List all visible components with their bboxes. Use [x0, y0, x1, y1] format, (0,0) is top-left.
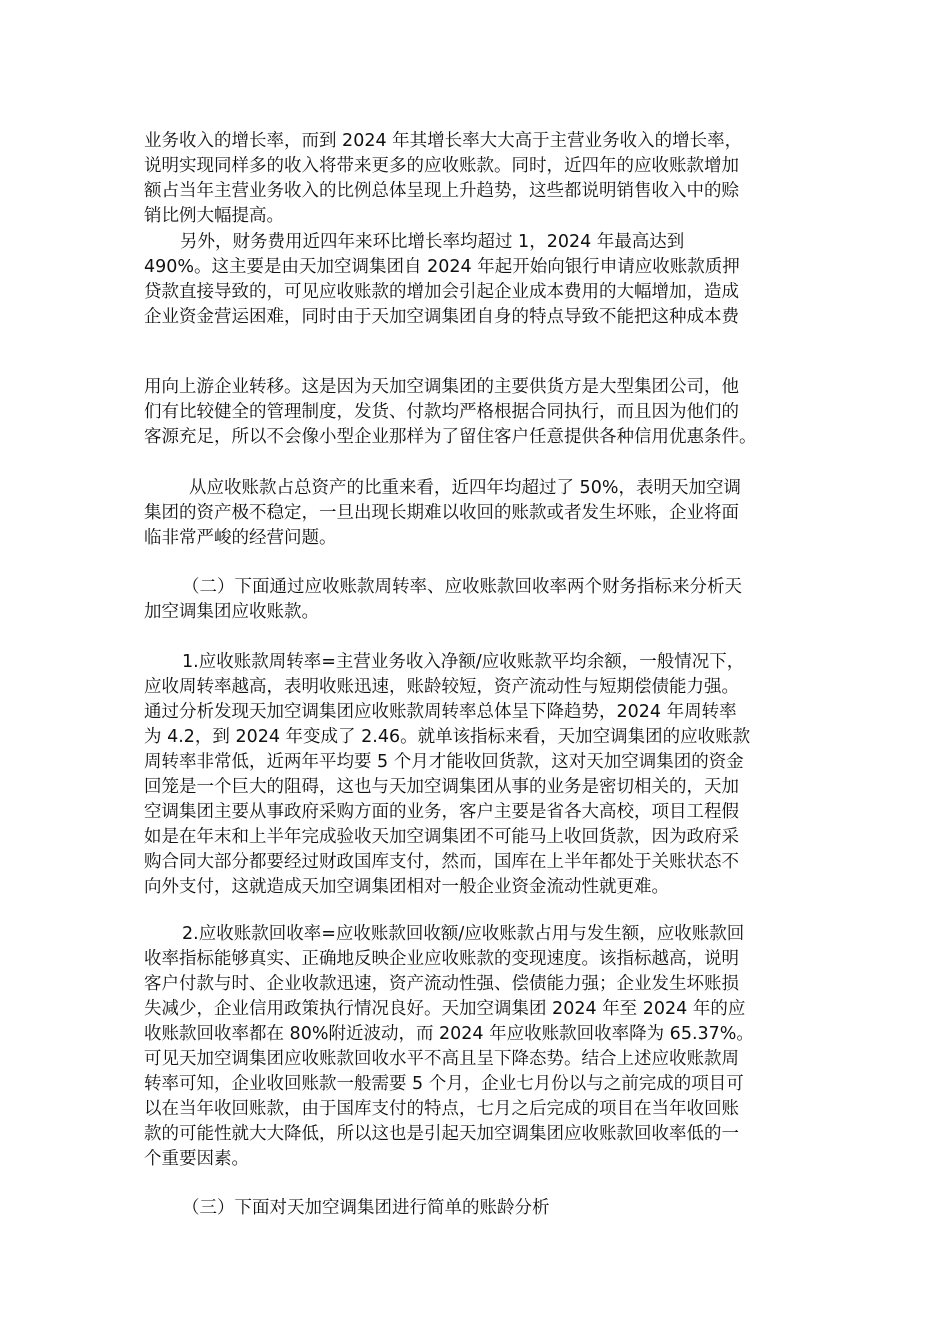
text-line: 说明实现同样多的收入将带来更多的应收账款。同时，近四年的应收账款增加 — [144, 156, 739, 176]
text-line: 集团的资产极不稳定，一旦出现长期难以收回的账款或者发生坏账，企业将面 — [144, 503, 739, 523]
text-line: 以在当年收回账款，由于国库支付的特点，七月之后完成的项目在当年收回账 — [144, 1099, 739, 1119]
text-line: 另外，财务费用近四年来环比增长率均超过 1，2024 年最高达到 — [180, 232, 685, 252]
text-line: 2.应收账款回收率=应收账款回收额/应收账款占用与发生额，应收账款回 — [182, 924, 745, 944]
text-line: 空调集团主要从事政府采购方面的业务，客户主要是省各大高校，项目工程假 — [144, 802, 739, 822]
text-line: 为 4.2，到 2024 年变成了 2.46。就单该指标来看，天加空调集团的应收账款 — [144, 727, 751, 747]
text-line: 个重要因素。 — [144, 1149, 249, 1169]
text-line: 款的可能性就大大降低，所以这也是引起天加空调集团应收账款回收率低的一 — [144, 1124, 739, 1144]
text-line: （三）下面对天加空调集团进行简单的账龄分析 — [182, 1198, 550, 1218]
text-line: 用向上游企业转移。这是因为天加空调集团的主要供货方是大型集团公司，他 — [144, 377, 739, 397]
text-line: 1.应收账款周转率=主营业务收入净额/应收账款平均余额，一般情况下， — [182, 652, 745, 672]
text-line: 通过分析发现天加空调集团应收账款周转率总体呈下降趋势，2024 年周转率 — [144, 702, 737, 722]
text-line: 转率可知，企业收回账款一般需要 5 个月，企业七月份以与之前完成的项目可 — [144, 1074, 744, 1094]
text-line: 销比例大幅提高。 — [144, 206, 284, 226]
text-line: 购合同大部分都要经过财政国库支付，然而，国库在上半年都处于关账状态不 — [144, 852, 739, 872]
text-line: 额占当年主营业务收入的比例总体呈现上升趋势，这些都说明销售收入中的赊 — [144, 181, 739, 201]
text-line: 失减少，企业信用政策执行情况良好。天加空调集团 2024 年至 2024 年的应 — [144, 999, 746, 1019]
text-line: 周转率非常低，近两年平均要 5 个月才能收回货款，这对天加空调集团的资金 — [144, 752, 744, 772]
text-line: 如是在年末和上半年完成验收天加空调集团不可能马上收回货款，因为政府采 — [144, 827, 739, 847]
text-line: 临非常严峻的经营问题。 — [144, 528, 337, 548]
text-line: 客户付款与时、企业收款迅速，资产流动性强、偿债能力强；企业发生坏账损 — [144, 974, 739, 994]
text-line: 贷款直接导致的，可见应收账款的增加会引起企业成本费用的大幅增加，造成 — [144, 282, 739, 302]
text-line: 从应收账款占总资产的比重来看，近四年均超过了 50%，表明天加空调 — [189, 478, 741, 498]
text-line: 回笼是一个巨大的阻碍，这也与天加空调集团从事的业务是密切相关的，天加 — [144, 777, 739, 797]
text-line: 企业资金营运困难，同时由于天加空调集团自身的特点导致不能把这种成本费 — [144, 307, 739, 327]
text-line: 加空调集团应收账款。 — [144, 602, 319, 622]
text-line: 收率指标能够真实、正确地反映企业应收账款的变现速度。该指标越高，说明 — [144, 949, 739, 969]
text-line: 向外支付，这就造成天加空调集团相对一般企业资金流动性就更难。 — [144, 877, 669, 897]
text-line: 应收周转率越高，表明收账迅速，账龄较短，资产流动性与短期偿债能力强。 — [144, 677, 739, 697]
text-line: 收账款回收率都在 80%附近波动，而 2024 年应收账款回收率降为 65.37%。 — [144, 1024, 754, 1044]
text-line: （二）下面通过应收账款周转率、应收账款回收率两个财务指标来分析天 — [182, 577, 742, 597]
text-line: 490%。这主要是由天加空调集团自 2024 年起开始向银行申请应收账款质押 — [144, 257, 740, 277]
text-line: 业务收入的增长率，而到 2024 年其增长率大大高于主营业务收入的增长率， — [144, 131, 743, 151]
text-line: 可见天加空调集团应收账款回收水平不高且呈下降态势。结合上述应收账款周 — [144, 1049, 739, 1069]
text-line: 们有比较健全的管理制度，发货、付款均严格根据合同执行，而且因为他们的 — [144, 402, 739, 422]
text-line: 客源充足，所以不会像小型企业那样为了留住客户任意提供各种信用优惠条件。 — [144, 427, 757, 447]
